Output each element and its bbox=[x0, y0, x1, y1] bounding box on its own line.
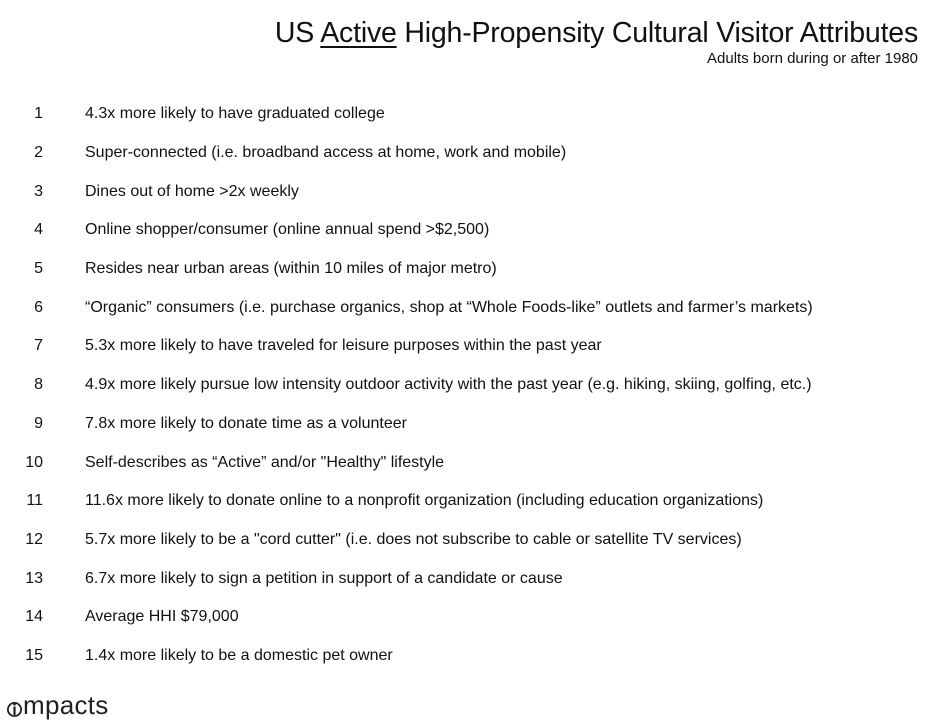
list-item bbox=[0, 134, 945, 173]
item-text: Self-describes as “Active” and/or "Healthy" lifestyle bbox=[85, 453, 445, 471]
item-number: 9 bbox=[34, 414, 43, 432]
item-number: 12 bbox=[25, 530, 43, 548]
item-number: 15 bbox=[25, 646, 43, 664]
item-number: 2 bbox=[34, 144, 43, 162]
item-text: 4.3x more likely to have graduated college bbox=[85, 105, 385, 123]
logo-wordmark: mpacts bbox=[23, 690, 109, 720]
list-item bbox=[0, 598, 945, 637]
list-item bbox=[0, 443, 945, 482]
item-text: 1.4x more likely to be a domestic pet owner bbox=[85, 646, 393, 664]
title-prefix: US bbox=[274, 17, 315, 49]
list-item bbox=[0, 172, 945, 211]
item-number: 10 bbox=[25, 453, 43, 471]
list-item bbox=[0, 637, 945, 676]
item-text: Super-connected (i.e. broadband access at home, work and mobile) bbox=[85, 144, 567, 162]
item-text: Online shopper/consumer (online annual spend >$2,500) bbox=[85, 221, 490, 239]
item-number: 3 bbox=[34, 182, 43, 200]
item-number: 6 bbox=[34, 298, 43, 316]
item-number: 13 bbox=[25, 569, 43, 587]
list-item bbox=[0, 95, 945, 134]
list-item bbox=[0, 482, 945, 521]
item-text: “Organic” consumers (i.e. purchase organics, shop at “Whole Foods-like” outlets and farmer’s markets) bbox=[85, 298, 813, 316]
item-number: 7 bbox=[34, 337, 43, 355]
item-text: Average HHI $79,000 bbox=[85, 608, 239, 626]
item-number: 4 bbox=[34, 221, 43, 239]
page-title bbox=[275, 14, 918, 52]
list-item bbox=[0, 250, 945, 289]
list-item bbox=[0, 405, 945, 444]
item-number: 14 bbox=[25, 608, 43, 626]
list-item bbox=[0, 366, 945, 405]
list-item bbox=[0, 327, 945, 366]
list-item bbox=[0, 521, 945, 560]
item-number: 5 bbox=[34, 260, 43, 278]
item-text: Dines out of home >2x weekly bbox=[85, 182, 299, 200]
item-text: Resides near urban areas (within 10 miles of major metro) bbox=[85, 260, 497, 278]
item-text: 4.9x more likely pursue low intensity outdoor activity with the past year (e.g. hiking, skiing, golfing, etc.) bbox=[85, 376, 812, 394]
item-text: 6.7x more likely to sign a petition in support of a candidate or cause bbox=[85, 569, 563, 587]
list-item bbox=[0, 211, 945, 250]
item-text: 5.3x more likely to have traveled for leisure purposes within the past year bbox=[85, 337, 602, 355]
item-text: 7.8x more likely to donate time as a volunteer bbox=[85, 414, 407, 432]
impacts-logo-icon bbox=[7, 695, 22, 721]
attribute-list bbox=[0, 95, 945, 675]
impacts-logo bbox=[7, 686, 109, 720]
header bbox=[275, 14, 918, 67]
item-text: 11.6x more likely to donate online to a nonprofit organization (including education organizations) bbox=[85, 492, 764, 510]
item-number: 8 bbox=[34, 376, 43, 394]
item-number: 11 bbox=[26, 492, 43, 510]
list-item bbox=[0, 559, 945, 598]
item-text: 5.7x more likely to be a "cord cutter" (i.e. does not subscribe to cable or satellite TV services) bbox=[85, 530, 742, 548]
list-item bbox=[0, 288, 945, 327]
item-number: 1 bbox=[34, 105, 43, 123]
title-suffix: High-Propensity Cultural Visitor Attributes bbox=[404, 17, 918, 49]
page-subtitle: Adults born during or after 1980 bbox=[707, 50, 918, 67]
title-emphasis: Active bbox=[320, 17, 397, 49]
